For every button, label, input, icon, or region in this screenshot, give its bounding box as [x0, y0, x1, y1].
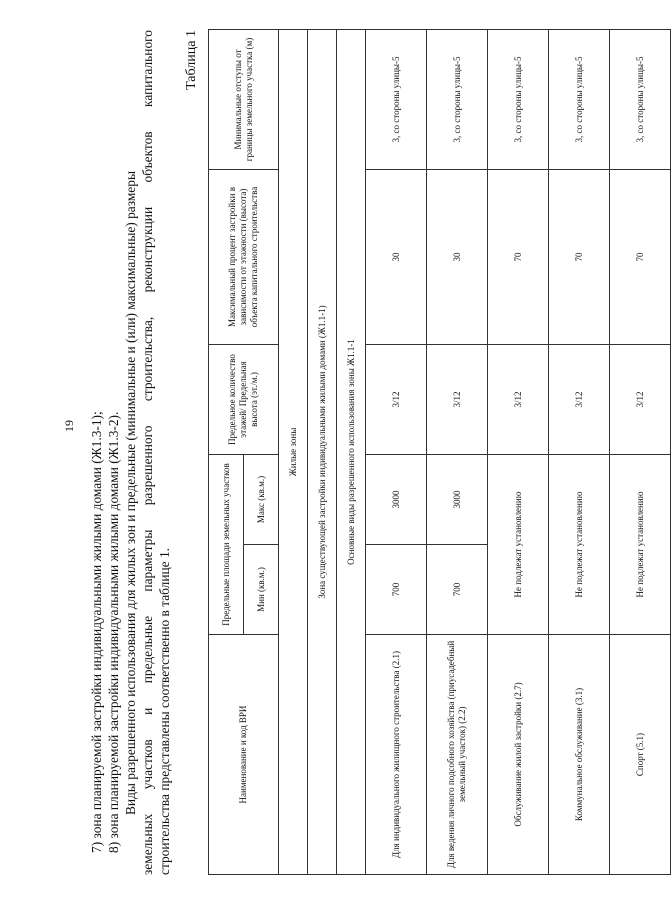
cell-name: Для индивидуального жилищного строительства (2.1)	[366, 635, 427, 875]
cell-setback: 3, со стороны улицы-5	[366, 30, 427, 170]
cell-floors: 3/12	[488, 345, 549, 455]
cell-coverage: 70	[488, 170, 549, 345]
land-use-table	[208, 29, 671, 875]
table-row	[427, 30, 488, 875]
zone-row	[308, 30, 337, 875]
section-row	[279, 30, 308, 875]
header-coverage: Максимальный процент застройки в зависимости от этажности (высота) объекта капитального строительства	[209, 170, 279, 345]
cell-setback: 3, со стороны улицы-5	[610, 30, 671, 170]
table-row	[488, 30, 549, 875]
intro-line-5: строительства представлены соответственно в таблице 1.	[157, 548, 172, 875]
table-row	[366, 30, 427, 875]
page-number: 19	[62, 420, 76, 432]
cell-floors: 3/12	[427, 345, 488, 455]
header-name: Наименование и код ВРИ	[209, 635, 279, 875]
cell-setback: 3, со стороны улицы-5	[488, 30, 549, 170]
table-label: Таблица 1	[184, 30, 199, 90]
cell-coverage: 30	[427, 170, 488, 345]
zone-title: Зона существующей застройки индивидуальными жилыми домами (Ж1.1-1)	[308, 30, 337, 875]
header-setback: Минимальные отступы от границы земельного участка (м)	[209, 30, 279, 170]
cell-setback: 3, со стороны улицы-5	[427, 30, 488, 170]
cell-coverage: 70	[549, 170, 610, 345]
table-header-row	[209, 30, 244, 875]
cell-coverage: 30	[366, 170, 427, 345]
cell-name: Спорт (5.1)	[610, 635, 671, 875]
intro-line-4: земельных участков и предельные параметры разрешенного строительства, реконструкции объектов капитального	[140, 30, 155, 875]
cell-max: 3000	[427, 455, 488, 545]
table-row	[610, 30, 671, 875]
intro-line-3: Виды разрешенного использования для жилых зон и предельные (минимальные и (или) максимальные) размеры	[123, 171, 138, 815]
header-floors: Предельное количество этажей/ Предельная высота (эт./м.)	[209, 345, 279, 455]
header-area-min: Мин (кв.м.)	[244, 545, 279, 635]
cell-name: Обслуживание жилой застройки (2.7)	[488, 635, 549, 875]
rotated-content	[88, 30, 645, 875]
cell-min: 700	[366, 545, 427, 635]
cell-setback: 3, со стороны улицы-5	[549, 30, 610, 170]
subsection-row	[337, 30, 366, 875]
header-area-group: Предельные площади земельных участков	[209, 455, 244, 635]
cell-area-merged: Не подлежат установлению	[549, 455, 610, 635]
cell-floors: 3/12	[549, 345, 610, 455]
header-area-max: Макс (кв.м.)	[244, 455, 279, 545]
intro-line-1: 7) зона планируемой застройки индивидуальными жилыми домами (Ж1.3-1);	[89, 411, 104, 853]
cell-name: Для ведения личного подсобного хозяйства (приусадебный земельный участок) (2.2)	[427, 635, 488, 875]
cell-area-merged: Не подлежат установлению	[610, 455, 671, 635]
cell-area-merged: Не подлежат установлению	[488, 455, 549, 635]
subsection-title: Основные виды разрешенного использования зоны Ж1.1-1	[337, 30, 366, 875]
cell-max: 3000	[366, 455, 427, 545]
cell-floors: 3/12	[366, 345, 427, 455]
section-title: Жилые зоны	[279, 30, 308, 875]
table-row	[549, 30, 610, 875]
cell-floors: 3/12	[610, 345, 671, 455]
cell-min: 700	[427, 545, 488, 635]
cell-coverage: 70	[610, 170, 671, 345]
intro-line-2: 8) зона планируемой застройки индивидуальными жилыми домами (Ж1.3-2).	[106, 411, 121, 853]
cell-name: Коммунальное обслуживание (3.1)	[549, 635, 610, 875]
intro-text	[88, 30, 173, 875]
